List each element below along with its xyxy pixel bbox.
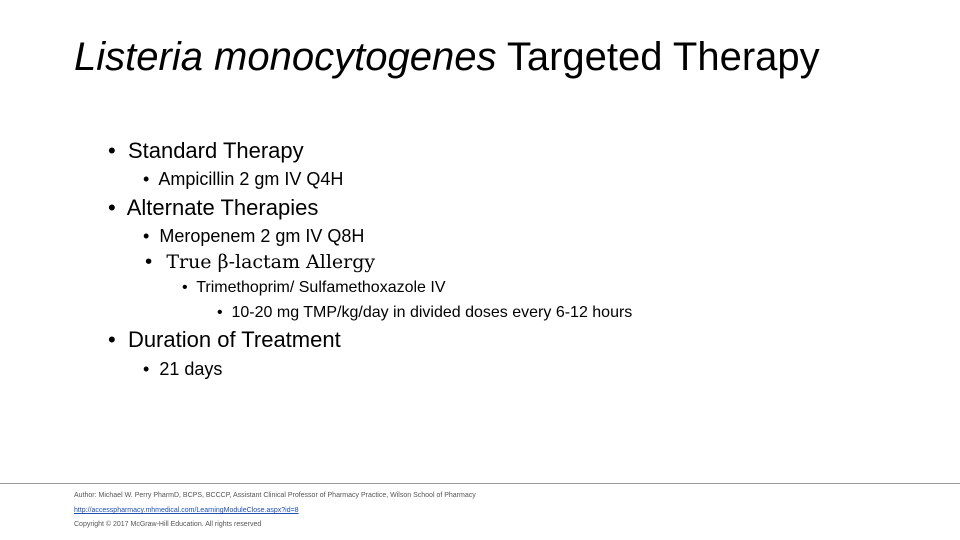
bullet-tmp-dose: [217, 304, 632, 322]
title-rest: Targeted Therapy: [496, 35, 820, 79]
bullet-marker: •: [143, 359, 150, 379]
bullet-marker: •: [108, 327, 116, 352]
bullet-21-days: [143, 359, 222, 380]
bullet-marker: •: [108, 138, 116, 163]
bullet-beta-lactam-allergy: [143, 251, 375, 273]
bullet-tmp-smx: [182, 279, 446, 297]
bullet-text: Ampicillin 2 gm IV Q4H: [158, 169, 344, 189]
bullet-standard-therapy: [108, 138, 304, 164]
bullet-marker: •: [182, 279, 188, 296]
bullet-text: 21 days: [159, 359, 223, 379]
bullet-text: Meropenem 2 gm IV Q8H: [159, 226, 365, 246]
bullet-alternate-therapies: [108, 195, 318, 221]
bullet-text: Trimethoprim/ Sulfamethoxazole IV: [196, 279, 446, 296]
bullet-text: Standard Therapy: [127, 138, 304, 163]
footer-divider: [0, 483, 960, 484]
bullet-text: True β-lactam Allergy: [166, 251, 376, 273]
bullet-ampicillin: [143, 169, 343, 190]
bullet-text: 10-20 mg TMP/kg/day in divided doses every 6-12 hours: [231, 304, 633, 321]
footer-author: Author: Michael W. Perry PharmD, BCPS, BCCCP, Assistant Clinical Professor of Pharmacy Practice, Wilson School of Pharmacy: [74, 492, 476, 499]
footer-source-link[interactable]: http://accesspharmacy.mhmedical.com/LearningModuleClose.aspx?id=8: [74, 507, 299, 514]
bullet-text: Duration of Treatment: [127, 327, 341, 352]
bullet-duration: [108, 327, 341, 353]
footer-copyright: Copyright © 2017 McGraw-Hill Education. All rights reserved: [74, 521, 262, 528]
bullet-marker: •: [108, 195, 116, 220]
title-organism-name: Listeria monocytogenes: [74, 35, 497, 79]
bullet-marker: •: [217, 304, 223, 321]
bullet-text: Alternate Therapies: [126, 195, 319, 220]
bullet-marker: •: [143, 226, 150, 246]
bullet-marker: •: [143, 169, 150, 189]
bullet-marker: •: [143, 251, 155, 273]
bullet-meropenem: [143, 226, 364, 247]
